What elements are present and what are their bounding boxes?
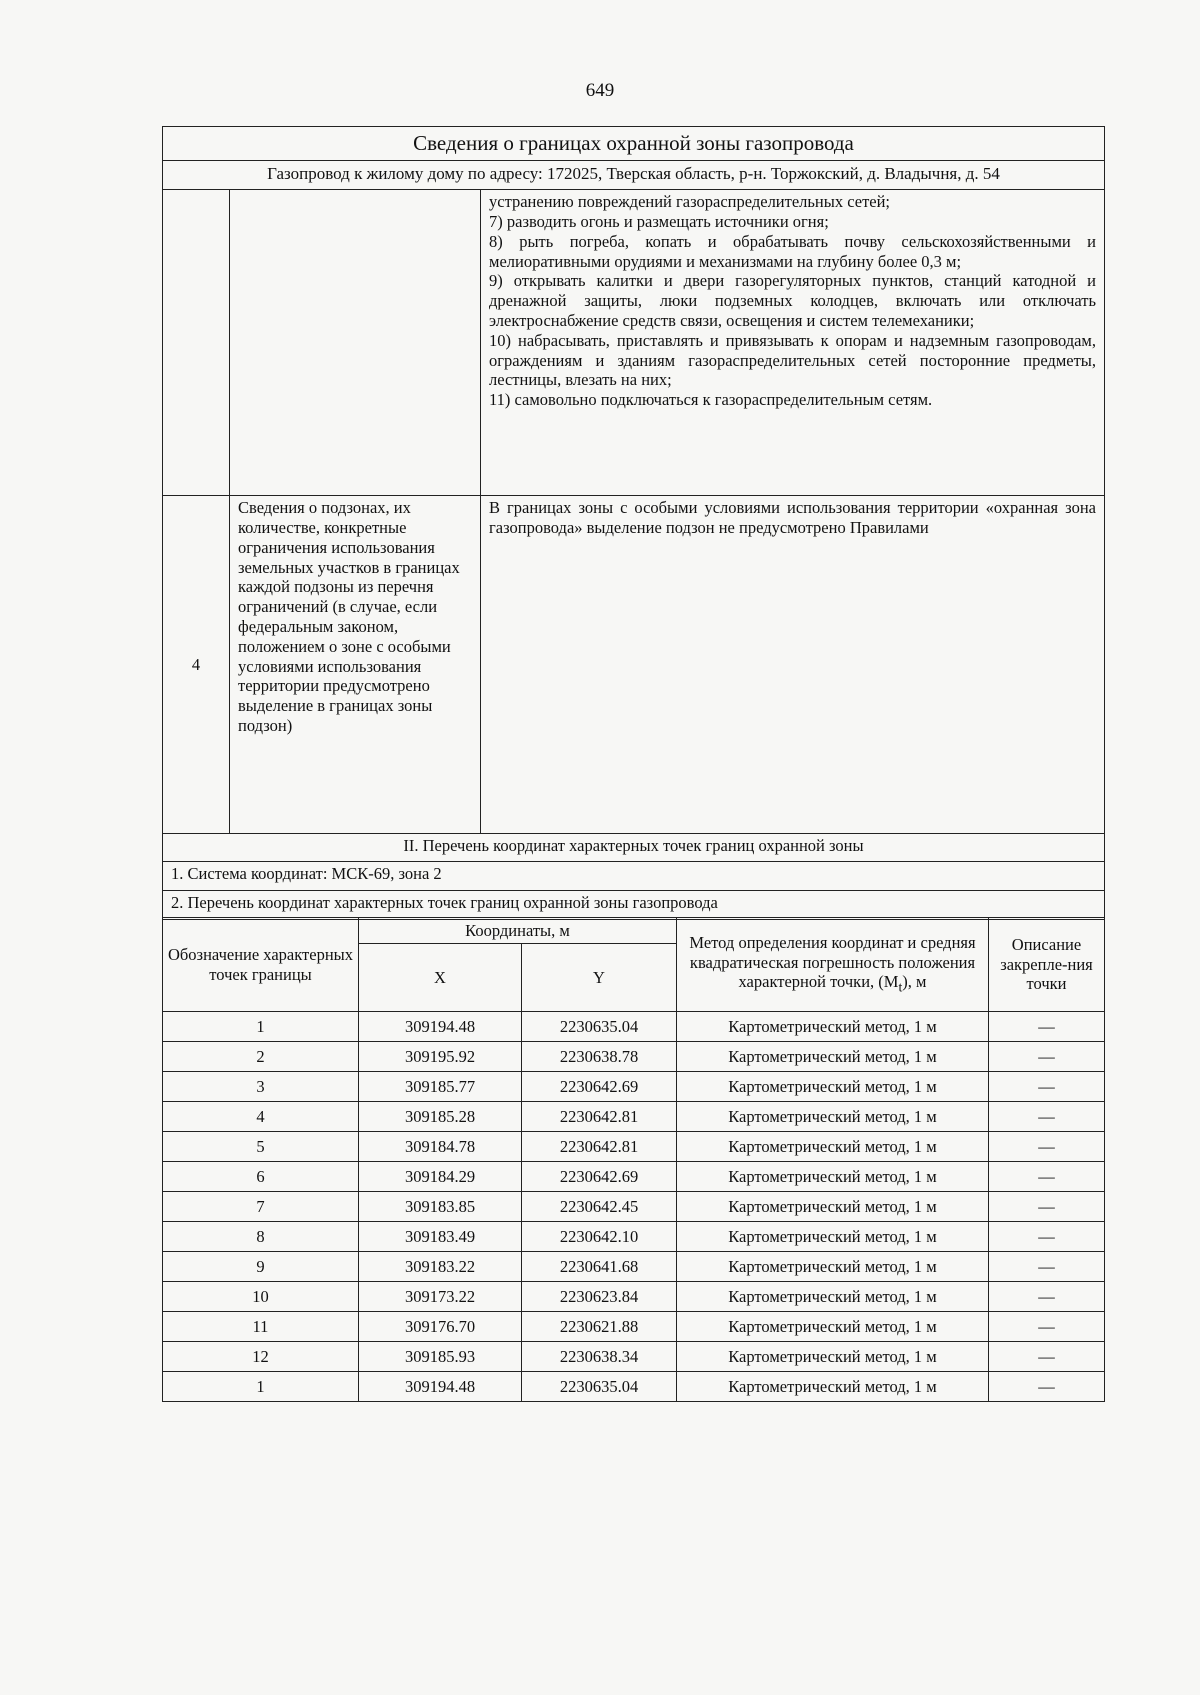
table-row <box>163 1012 1105 1042</box>
method-cell: Картометрический метод, 1 м <box>677 1342 989 1372</box>
restriction-item: 8) рыть погреба, копать и обрабатывать почву сельскохозяйственными и мелиоративными орудиями и механизмами на глубину более 0,3 м; <box>489 231 1097 271</box>
table-row <box>163 1282 1105 1312</box>
x-cell: 309185.93 <box>359 1342 522 1372</box>
method-cell: Картометрический метод, 1 м <box>677 1042 989 1072</box>
x-cell: 309194.48 <box>359 1372 522 1402</box>
header-x: X <box>359 944 522 1012</box>
description-cell: — <box>989 1372 1105 1402</box>
point-cell: 10 <box>163 1282 359 1312</box>
description-cell: — <box>989 1342 1105 1372</box>
description-cell: — <box>989 1192 1105 1222</box>
header-description: Описание закрепле-ния точки <box>989 918 1105 1012</box>
method-cell: Картометрический метод, 1 м <box>677 1252 989 1282</box>
document-subtitle: Газопровод к жилому дому по адресу: 172025, Тверская область, р-н. Торжокский, д. Владычня, д. 54 <box>163 161 1105 190</box>
y-cell: 2230638.34 <box>522 1342 677 1372</box>
point-cell: 8 <box>163 1222 359 1252</box>
method-cell: Картометрический метод, 1 м <box>677 1072 989 1102</box>
section2-title: II. Перечень координат характерных точек границ охранной зоны <box>163 834 1105 862</box>
point-cell: 1 <box>163 1372 359 1402</box>
description-cell: — <box>989 1072 1105 1102</box>
point-cell: 2 <box>163 1042 359 1072</box>
x-cell: 309194.48 <box>359 1012 522 1042</box>
subzones-label: Сведения о подзонах, их количестве, конкретные ограничения использования земельных участков в границах каждой подзоны из перечня ограничений (в случае, если федеральным законом, положением о зоне с особыми условиями использования территории предусмотрено выделение в границах зоны подзон) <box>230 496 481 834</box>
x-cell: 309173.22 <box>359 1282 522 1312</box>
method-cell: Картометрический метод, 1 м <box>677 1312 989 1342</box>
restrictions-label-cell <box>230 190 481 496</box>
point-cell: 11 <box>163 1312 359 1342</box>
point-cell: 3 <box>163 1072 359 1102</box>
description-cell: — <box>989 1012 1105 1042</box>
point-cell: 4 <box>163 1102 359 1132</box>
y-cell: 2230638.78 <box>522 1042 677 1072</box>
table-row <box>163 1312 1105 1342</box>
point-cell: 6 <box>163 1162 359 1192</box>
header-point: Обозначение характерных точек границы <box>163 918 359 1012</box>
coords-list-title-row <box>163 891 1105 920</box>
coord-system-row <box>163 862 1105 891</box>
method-cell: Картометрический метод, 1 м <box>677 1162 989 1192</box>
section2-title-row <box>163 834 1105 862</box>
description-cell: — <box>989 1102 1105 1132</box>
document-title: Сведения о границах охранной зоны газопровода <box>163 127 1105 161</box>
header-coordinates: Координаты, м <box>359 918 677 944</box>
method-cell: Картометрический метод, 1 м <box>677 1372 989 1402</box>
description-cell: — <box>989 1252 1105 1282</box>
table-row <box>163 1162 1105 1192</box>
restriction-item: 7) разводить огонь и размещать источники огня; <box>489 211 829 231</box>
x-cell: 309176.70 <box>359 1312 522 1342</box>
header-method-text-end: ), м <box>902 972 927 992</box>
description-cell: — <box>989 1282 1105 1312</box>
y-cell: 2230642.69 <box>522 1162 677 1192</box>
coord-system: 1. Система координат: МСК-69, зона 2 <box>163 862 1105 891</box>
x-cell: 309183.49 <box>359 1222 522 1252</box>
header-method-text: Метод определения координат и средняя квадратическая погрешность положения характерной точки, (M <box>689 932 976 992</box>
y-cell: 2230621.88 <box>522 1312 677 1342</box>
y-cell: 2230641.68 <box>522 1252 677 1282</box>
point-cell: 7 <box>163 1192 359 1222</box>
x-cell: 309183.22 <box>359 1252 522 1282</box>
zone-info-table <box>162 126 1105 920</box>
method-cell: Картометрический метод, 1 м <box>677 1282 989 1312</box>
point-cell: 1 <box>163 1012 359 1042</box>
description-cell: — <box>989 1042 1105 1072</box>
point-cell: 12 <box>163 1342 359 1372</box>
method-cell: Картометрический метод, 1 м <box>677 1192 989 1222</box>
restrictions-row <box>163 190 1105 496</box>
description-cell: — <box>989 1162 1105 1192</box>
x-cell: 309183.85 <box>359 1192 522 1222</box>
y-cell: 2230642.81 <box>522 1102 677 1132</box>
coords-header-row <box>163 918 1105 944</box>
page-number: 649 <box>585 80 615 101</box>
header-y: Y <box>522 944 677 1012</box>
point-cell: 5 <box>163 1132 359 1162</box>
subtitle-row <box>163 161 1105 190</box>
table-row <box>163 1222 1105 1252</box>
coords-list-title: 2. Перечень координат характерных точек границ охранной зоны газопровода <box>163 891 1105 920</box>
y-cell: 2230635.04 <box>522 1372 677 1402</box>
restriction-item: 10) набрасывать, приставлять и привязывать к опорам и надземным газопроводам, ограждениям и зданиям газораспределительных сетей посторонние предметы, лестницы, влезать на них; <box>489 330 1097 390</box>
subzones-value: В границах зоны с особыми условиями использования территории «охранная зона газопровода» выделение подзон не предусмотрено Правилами <box>481 496 1105 834</box>
description-cell: — <box>989 1132 1105 1162</box>
y-cell: 2230642.45 <box>522 1192 677 1222</box>
x-cell: 309185.77 <box>359 1072 522 1102</box>
table-row <box>163 1072 1105 1102</box>
header-method <box>677 918 989 1012</box>
method-cell: Картометрический метод, 1 м <box>677 1132 989 1162</box>
title-row <box>163 127 1105 161</box>
method-cell: Картометрический метод, 1 м <box>677 1012 989 1042</box>
y-cell: 2230642.81 <box>522 1132 677 1162</box>
description-cell: — <box>989 1312 1105 1342</box>
method-cell: Картометрический метод, 1 м <box>677 1102 989 1132</box>
table-row <box>163 1132 1105 1162</box>
y-cell: 2230623.84 <box>522 1282 677 1312</box>
restriction-item: устранению повреждений газораспределительных сетей; <box>489 192 891 212</box>
header-method-subscript: t <box>898 979 903 995</box>
restriction-item: 9) открывать калитки и двери газорегуляторных пунктов, станций катодной и дренажной защиты, люки подземных колодцев, включать или отключать электроснабжение средств связи, освещения и систем телемеханики; <box>489 271 1097 330</box>
subzones-row <box>163 496 1105 834</box>
coordinates-table <box>162 917 1105 1402</box>
row-number: 4 <box>163 496 230 834</box>
restriction-item: 11) самовольно подключаться к газораспределительным сетям. <box>489 390 933 410</box>
table-row <box>163 1102 1105 1132</box>
y-cell: 2230642.69 <box>522 1072 677 1102</box>
restrictions-text-cell <box>481 190 1105 496</box>
y-cell: 2230642.10 <box>522 1222 677 1252</box>
y-cell: 2230635.04 <box>522 1012 677 1042</box>
method-cell: Картометрический метод, 1 м <box>677 1222 989 1252</box>
table-row <box>163 1372 1105 1402</box>
point-cell: 9 <box>163 1252 359 1282</box>
x-cell: 309184.78 <box>359 1132 522 1162</box>
x-cell: 309195.92 <box>359 1042 522 1072</box>
table-row <box>163 1252 1105 1282</box>
table-row <box>163 1342 1105 1372</box>
x-cell: 309184.29 <box>359 1162 522 1192</box>
description-cell: — <box>989 1222 1105 1252</box>
table-row <box>163 1192 1105 1222</box>
table-row <box>163 1042 1105 1072</box>
x-cell: 309185.28 <box>359 1102 522 1132</box>
restrictions-number-cell <box>163 190 230 496</box>
